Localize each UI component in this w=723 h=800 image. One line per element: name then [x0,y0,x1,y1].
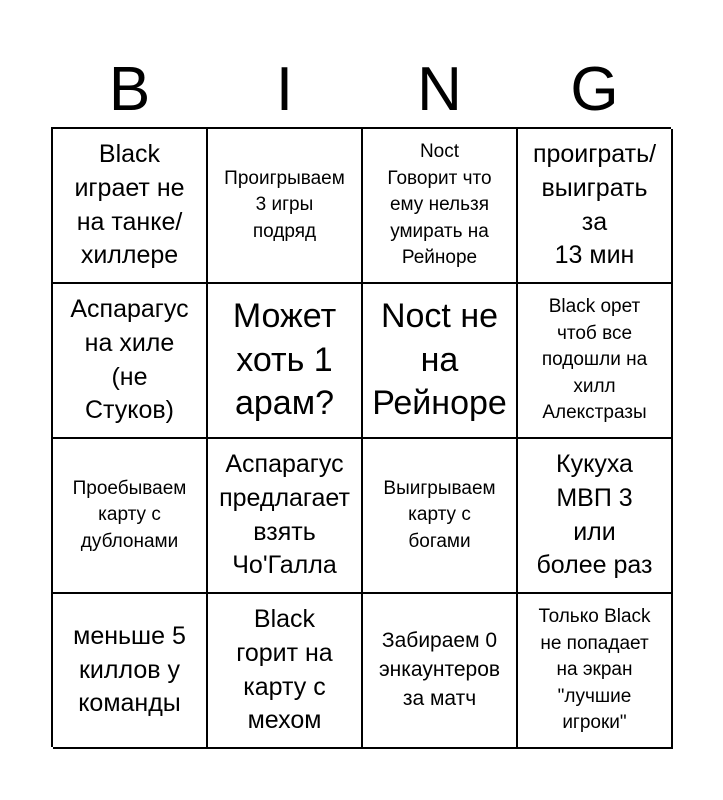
bingo-cell-r3-c1[interactable]: Проебываем карту с дублонами [53,439,208,594]
bingo-cell-r1-c1[interactable]: Black играет не на танке/ хиллере [53,129,208,284]
bingo-cell-r3-c3[interactable]: Выигрываем карту с богами [363,439,518,594]
bingo-cell-r1-c3[interactable]: Noct Говорит что ему нельзя умирать на Рейноре [363,129,518,284]
bingo-cell-r4-c1[interactable]: меньше 5 киллов у команды [53,594,208,749]
bingo-header [52,52,672,128]
bingo-cell-r4-c3[interactable]: Забираем 0 энкаунтеров за матч [363,594,518,749]
header-letter-g: G [570,55,619,124]
bingo-cell-r3-c2[interactable]: Аспарагус предлагает взять Чо'Галла [208,439,363,594]
bingo-cell-r4-c4[interactable]: Только Black не попадает на экран "лучшие игроки" [518,594,673,749]
bingo-grid [51,127,671,747]
bingo-cell-r4-c2[interactable]: Black горит на карту с мехом [208,594,363,749]
bingo-cell-r1-c2[interactable]: Проигрываем 3 игры подряд [208,129,363,284]
bingo-cell-r2-c2[interactable]: Может хоть 1 арам? [208,284,363,439]
bingo-cell-r2-c4[interactable]: Black орет чтоб все подошли на хилл Алекстразы [518,284,673,439]
header-letter-n: N [417,55,462,124]
bingo-cell-r2-c1[interactable]: Аспарагус на хиле (не Стуков) [53,284,208,439]
header-letter-i: I [275,55,294,124]
bingo-cell-r1-c4[interactable]: проиграть/ выиграть за 13 мин [518,129,673,284]
bingo-cell-r3-c4[interactable]: Кукуха МВП 3 или более раз [518,439,673,594]
header-letter-b: B [108,55,151,124]
bingo-cell-r2-c3[interactable]: Noct не на Рейноре [363,284,518,439]
